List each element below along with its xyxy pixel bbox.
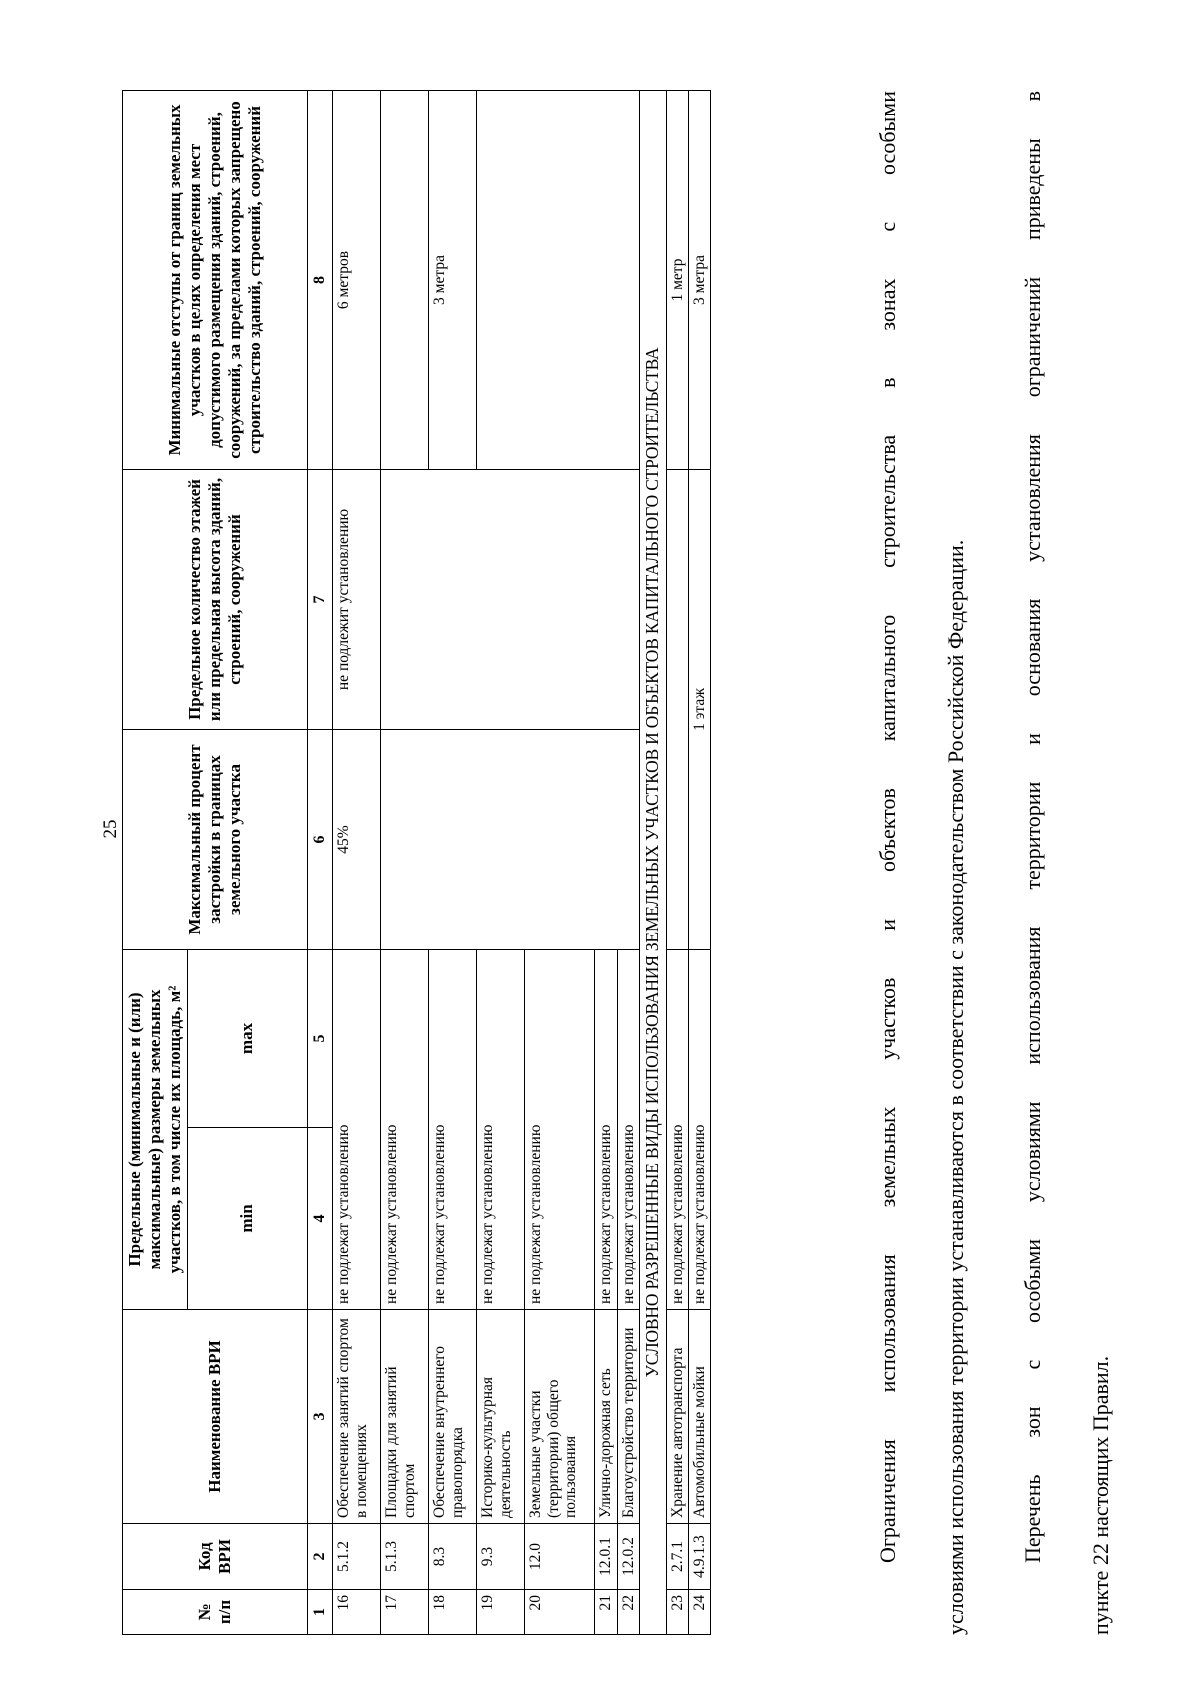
header-code: Код ВРИ xyxy=(123,1524,308,1590)
row-empty xyxy=(666,470,688,950)
table-header-row xyxy=(123,91,188,1635)
column-number-row xyxy=(307,91,333,1635)
row-number: 19 xyxy=(477,1590,525,1635)
section-heading: УСЛОВНО РАЗРЕШЕННЫЕ ВИДЫ ИСПОЛЬЗОВАНИЯ ЗЕМЕЛЬНЫХ УЧАСТКОВ И ОБЪЕКТОВ КАПИТАЛЬНОГО СТРОИТЕЛЬСТВА xyxy=(640,91,667,1635)
row-size: не подлежат установлению xyxy=(333,950,381,1310)
row-name: Улично-дорожная сеть xyxy=(595,1310,617,1524)
column-number: 3 xyxy=(307,1310,333,1524)
row-code: 12.0.1 xyxy=(595,1524,617,1590)
header-size-limits: Предельные (минимальные и (или) максимальные) размеры земельных участков, в том числе их площадь, м² xyxy=(123,950,188,1310)
row-number: 23 xyxy=(666,1590,688,1635)
row-code: 5.1.2 xyxy=(333,1524,381,1590)
row-name: Автомобильные мойки xyxy=(689,1310,711,1524)
row-floors: 1 этаж xyxy=(689,470,711,950)
paragraph-line: пункте 22 настоящих Правил. xyxy=(1088,1355,1113,1635)
row-number: 21 xyxy=(595,1590,617,1635)
row-setback: 3 метра xyxy=(689,91,711,470)
column-number: 2 xyxy=(307,1524,333,1590)
row-size: не подлежат установлению xyxy=(666,950,688,1310)
row-setback: 6 метров xyxy=(333,91,381,470)
row-size: не подлежат установлению xyxy=(381,950,429,1310)
row-number: 17 xyxy=(381,1590,429,1635)
column-number: 8 xyxy=(307,91,333,470)
table-row xyxy=(666,91,688,1635)
row-size: не подлежат установлению xyxy=(525,950,595,1310)
row-setback: 3 метра xyxy=(429,91,477,470)
column-number: 1 xyxy=(307,1590,333,1635)
column-number: 5 xyxy=(307,950,333,1128)
row-name: Площадки для занятий спортом xyxy=(381,1310,429,1524)
row-size: не подлежат установлению xyxy=(617,950,639,1310)
row-setback-empty xyxy=(381,91,429,470)
column-number: 6 xyxy=(307,730,333,950)
header-floors: Предельное количество этажей или предельная высота зданий, строений, сооружений xyxy=(123,470,308,730)
paragraph-line: условиями использования территории устанавливаются в соответствии с законодательством Российской Федерации. xyxy=(943,539,968,1635)
paragraph-line: Ограничения использования земельных участков и объектов капитального строительства в зонах с особыми xyxy=(875,91,900,1563)
restrictions-paragraph xyxy=(875,91,969,1635)
row-number: 22 xyxy=(617,1590,639,1635)
zoning-parameters-table xyxy=(122,90,711,1635)
row-name: Обеспечение внутреннего правопорядка xyxy=(429,1310,477,1524)
row-code: 12.0.2 xyxy=(617,1524,639,1590)
row-size: не подлежат установлению xyxy=(689,950,711,1310)
zones-list-paragraph xyxy=(1020,91,1114,1635)
row-setback: 1 метр xyxy=(666,91,688,470)
row-number: 16 xyxy=(333,1590,381,1635)
section-heading-row xyxy=(640,91,667,1635)
row-floors: не подлежит установлению xyxy=(333,470,381,730)
row-name: Земельные участки (территории) общего пользования xyxy=(525,1310,595,1524)
header-min: min xyxy=(187,1128,307,1310)
row-percent-empty xyxy=(381,730,640,950)
page-number: 25 xyxy=(100,819,121,839)
row-size: не подлежат установлению xyxy=(595,950,617,1310)
column-number: 4 xyxy=(307,1128,333,1310)
header-percent: Максимальный процент застройки в границах земельного участка xyxy=(123,730,308,950)
row-code: 8.3 xyxy=(429,1524,477,1590)
row-code: 5.1.3 xyxy=(381,1524,429,1590)
row-code: 9.3 xyxy=(477,1524,525,1590)
row-code: 12.0 xyxy=(525,1524,595,1590)
header-setback: Минимальные отступы от границ земельных участков в целях определения мест допустимого размещения зданий, строений, сооружений, за пределами которых запрещено строительство зданий, строений, сооружений xyxy=(123,91,308,470)
header-max: max xyxy=(187,950,307,1128)
row-code: 2.7.1 xyxy=(666,1524,688,1590)
row-name: Обеспечение занятий спортом в помещениях xyxy=(333,1310,381,1524)
column-number: 7 xyxy=(307,470,333,730)
table-row xyxy=(381,91,429,1635)
header-row-number: № п/п xyxy=(123,1590,308,1635)
row-size: не подлежат установлению xyxy=(477,950,525,1310)
header-name: Наименование ВРИ xyxy=(123,1310,308,1524)
row-name: Историко-культурная деятельность xyxy=(477,1310,525,1524)
row-code: 4.9.1.3 xyxy=(689,1524,711,1590)
row-setback-empty xyxy=(477,91,640,470)
row-name: Хранение автотранспорта xyxy=(666,1310,688,1524)
row-number: 20 xyxy=(525,1590,595,1635)
paragraph-line: Перечень зон с особыми условиями использования территории и основания установления ограничений приведены в xyxy=(1020,91,1045,1563)
row-floors-empty xyxy=(381,470,640,730)
row-number: 24 xyxy=(689,1590,711,1635)
row-name: Благоустройство территории xyxy=(617,1310,639,1524)
row-percent: 45% xyxy=(333,730,381,950)
row-size: не подлежат установлению xyxy=(429,950,477,1310)
table-row xyxy=(333,91,381,1635)
row-number: 18 xyxy=(429,1590,477,1635)
table-row xyxy=(689,91,711,1635)
